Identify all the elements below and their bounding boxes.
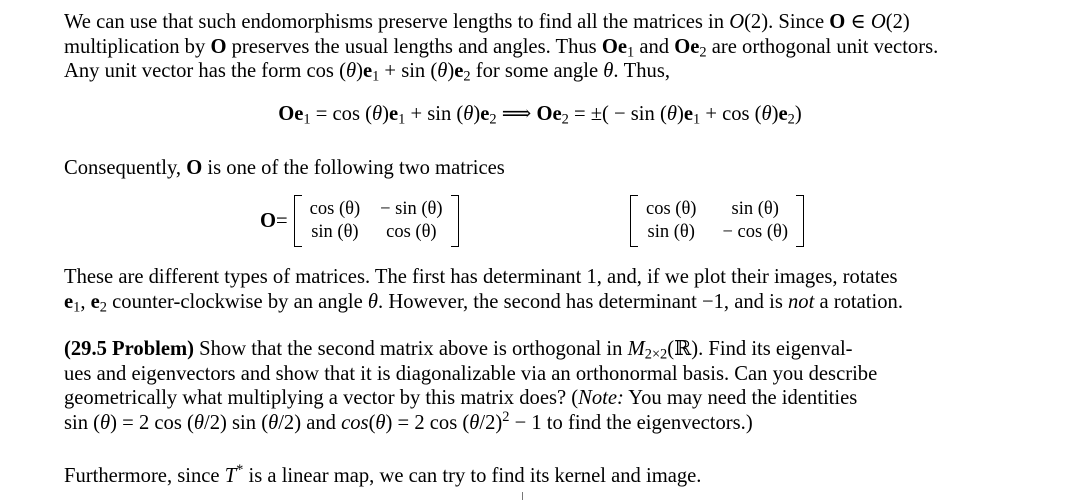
math-theta: θ — [666, 103, 677, 125]
consequently-line — [64, 156, 505, 181]
matrix-entry: cos (θ) — [309, 199, 361, 219]
math-e1: e — [362, 60, 373, 82]
math-bold-O: O — [260, 209, 277, 232]
math-theta: θ — [469, 411, 480, 434]
text: ) = 2 cos ( — [110, 411, 194, 434]
text: Find its eigenval- — [703, 338, 853, 360]
text: − 1 to find the eigenvectors.) — [509, 411, 753, 434]
left-bracket — [294, 195, 302, 247]
matrix-entries — [302, 198, 451, 244]
problem-block — [64, 337, 1016, 435]
problem-line-3 — [64, 386, 1016, 411]
text: Show that the second matrix above is orthogonal in — [194, 338, 628, 360]
intro-line-2 — [64, 35, 1016, 60]
subscript: 1 — [73, 299, 81, 316]
paragraph-intro — [64, 10, 1016, 84]
math-Oe1: Oe — [601, 35, 628, 58]
matrix-entry: − cos (θ) — [722, 222, 788, 242]
matrix-entry: sin (θ) — [731, 199, 779, 219]
math-theta: θ — [761, 103, 772, 125]
math-e1: e — [683, 103, 693, 125]
superscript: * — [236, 462, 244, 479]
matrix-entry: cos (θ) — [386, 222, 437, 242]
subscript: 2 — [463, 68, 471, 85]
math-theta: θ — [372, 103, 383, 125]
text: ) — [771, 103, 779, 125]
subscript: 1 — [372, 68, 380, 85]
math-O: O — [729, 11, 745, 33]
math-T: T — [224, 465, 237, 487]
math-e2: e — [778, 103, 788, 125]
math-theta: θ — [437, 60, 448, 82]
text: multiplication by — [64, 35, 211, 58]
page-edge-mark — [522, 492, 523, 500]
intro-line-1 — [64, 10, 1016, 35]
subscript: 1 — [303, 111, 311, 128]
text: Consequently, — [64, 157, 187, 179]
matrix-entry: sin (θ) — [647, 222, 695, 242]
text: ) — [473, 103, 481, 125]
text: Furthermore, since — [64, 465, 225, 487]
math-bold-O: O — [829, 11, 846, 33]
math-O: O — [870, 11, 886, 33]
math-e1: e — [64, 290, 74, 313]
text: ) — [794, 103, 802, 125]
text: Any unit vector has the form cos ( — [64, 60, 346, 82]
subscript: 1 — [692, 111, 701, 128]
left-bracket — [630, 195, 638, 247]
math-Oe2: Oe — [536, 103, 562, 125]
text: preserves the usual lengths and angles. Thus — [226, 35, 602, 58]
math-theta: θ — [375, 411, 386, 434]
text: ) — [382, 103, 389, 125]
matrix-entry: sin (θ) — [311, 222, 359, 242]
determinant-line-2 — [64, 290, 1016, 315]
text: sin ( — [64, 411, 101, 434]
paragraph-kernel — [64, 464, 701, 489]
math-e2: e — [480, 103, 490, 125]
text: are orthogonal unit vectors. — [706, 35, 939, 58]
matrix-entry: cos (θ) — [646, 199, 697, 219]
problem-line-1 — [64, 337, 1016, 362]
problem-line-2: ues and eigenvectors and show that it is diagonalizable via an orthonormal basis. Can you describe — [64, 362, 878, 385]
emphasis-not: not — [788, 290, 815, 313]
text: ) = 2 cos ( — [385, 411, 470, 434]
equals-sign: = — [276, 209, 288, 232]
text: and — [634, 35, 675, 58]
math-e2: e — [90, 290, 100, 313]
note-label: Note: — [578, 387, 624, 409]
math-Oe1: Oe — [278, 103, 304, 125]
text: ) — [356, 60, 363, 82]
text: is one of the following two matrices — [202, 157, 505, 179]
matrix-reflection — [630, 195, 804, 254]
subscript: 1 — [398, 111, 406, 128]
matrix-entries — [638, 198, 796, 244]
text: ) — [676, 103, 684, 125]
text: . Thus, — [613, 60, 671, 82]
text: a rotation. — [814, 290, 903, 313]
math-Oe2: Oe — [674, 35, 700, 58]
math-cos-italic: cos — [341, 411, 369, 434]
text: /2) and — [278, 411, 342, 434]
math-theta: θ — [345, 60, 357, 82]
matrix-entry: − sin (θ) — [380, 199, 443, 219]
text: + sin ( — [405, 103, 464, 125]
text: ) — [447, 60, 455, 82]
implies-arrow: ⟹ — [496, 103, 537, 125]
paragraph-determinant — [64, 265, 1016, 314]
right-bracket — [451, 195, 459, 247]
text: , — [80, 290, 91, 313]
text: + cos ( — [700, 103, 762, 125]
subscript: 2 — [787, 111, 795, 128]
right-bracket — [796, 195, 804, 247]
text: counter-clockwise by an angle — [106, 290, 368, 313]
text: We can use that such endomorphisms preserve lengths to find all the matrices in — [64, 11, 730, 33]
superscript: 2 — [502, 408, 510, 425]
subscript: 2 — [99, 299, 107, 316]
subscript: 2 — [489, 111, 497, 128]
subscript: 2 — [561, 111, 569, 128]
text: for some angle — [470, 60, 604, 82]
intro-line-3 — [64, 59, 1016, 84]
problem-label: (29.5 Problem) — [64, 338, 195, 360]
text: = cos ( — [310, 103, 372, 125]
text: (2) — [885, 11, 910, 33]
math-theta: θ — [367, 290, 379, 313]
text: is a linear map, we can try to find its kernel and image. — [243, 465, 702, 487]
math-M: M — [627, 338, 645, 360]
math-in: ∈ — [845, 11, 871, 33]
text: ( — [368, 411, 376, 434]
text: (2). Since — [744, 11, 830, 33]
text: + sin ( — [379, 60, 438, 82]
math-e1: e — [388, 103, 399, 125]
text: /2) — [479, 411, 503, 434]
math-theta: θ — [100, 411, 111, 434]
problem-line-4 — [64, 408, 1016, 436]
text: You may need the identities — [623, 387, 858, 409]
math-theta: θ — [193, 411, 204, 434]
page-body — [64, 10, 1016, 487]
matrix-rotation — [260, 195, 459, 247]
subscript: 2 — [699, 44, 707, 61]
math-e2: e — [454, 60, 464, 82]
text: /2) sin ( — [203, 411, 269, 434]
display-equation — [64, 102, 1016, 127]
math-bold-O: O — [186, 157, 203, 179]
subscript: 2×2 — [644, 346, 668, 363]
math-theta: θ — [268, 411, 279, 434]
determinant-line-1: These are different types of matrices. The first has determinant 1, and, if we plot their images, rotates — [64, 266, 898, 288]
text: = ±( − sin ( — [568, 103, 667, 125]
math-bold-O: O — [210, 35, 227, 58]
text: (ℝ). — [667, 338, 704, 360]
text: . However, the second has determinant −1, and is — [378, 290, 788, 313]
math-theta: θ — [603, 60, 614, 82]
text: geometrically what multiplying a vector by this matrix does? ( — [64, 387, 579, 409]
subscript: 1 — [627, 44, 635, 61]
math-theta: θ — [463, 103, 474, 125]
